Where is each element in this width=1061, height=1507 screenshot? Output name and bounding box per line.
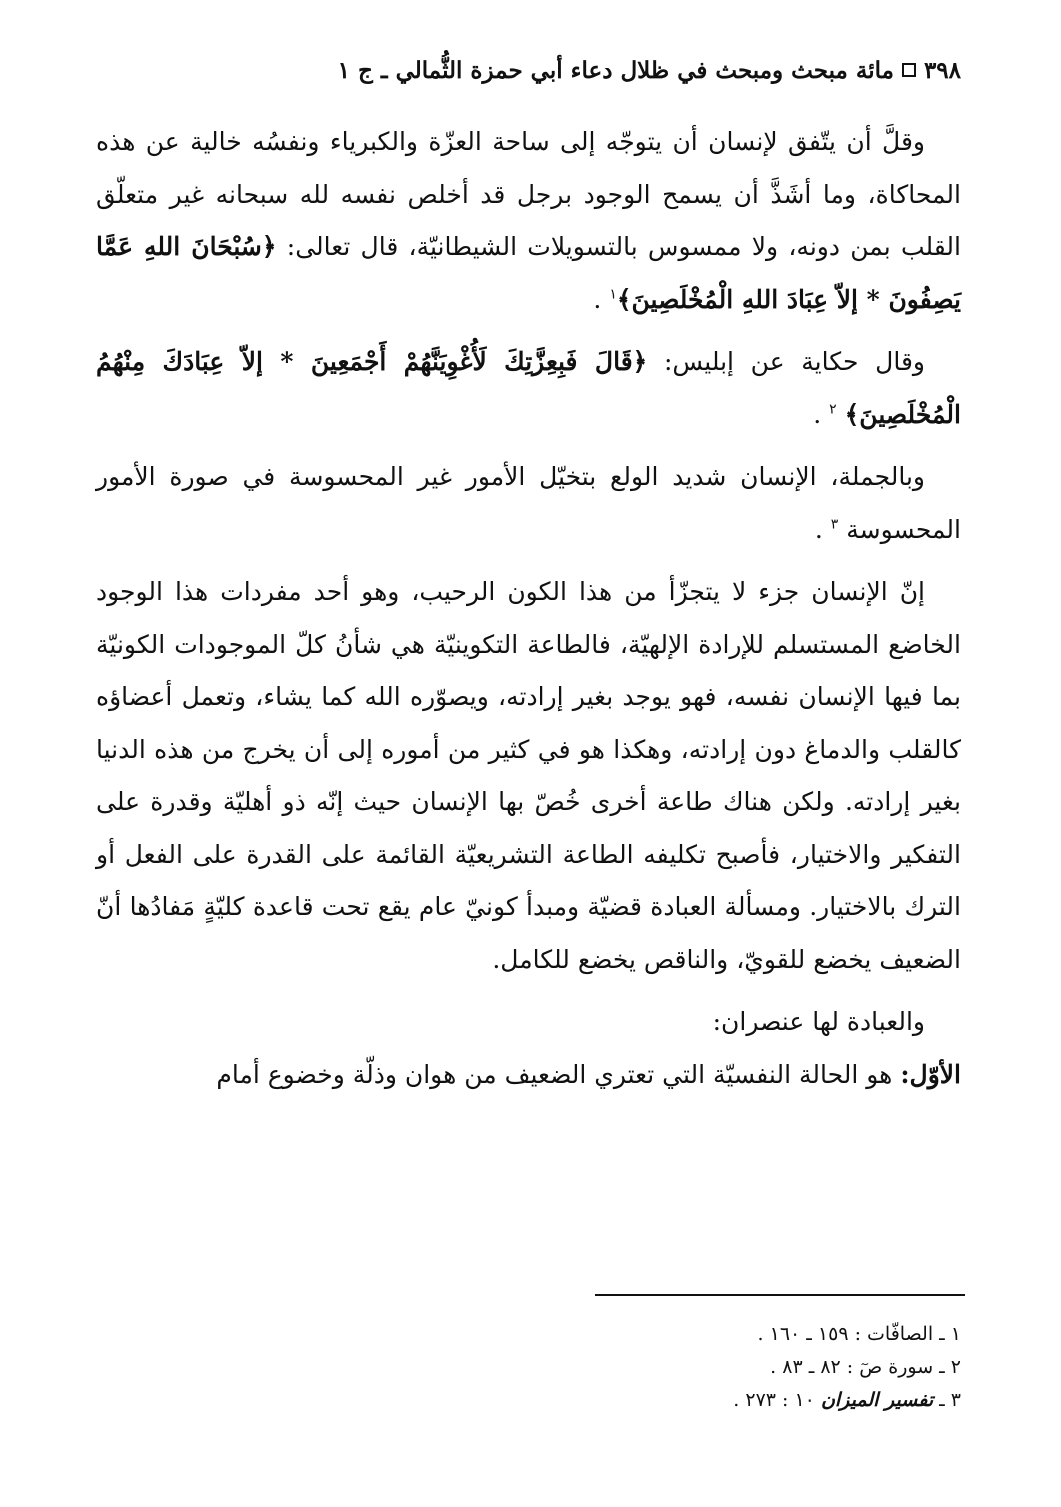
paragraph-1-text: وقلَّ أن يتّفق لإنسان أن يتوجّه إلى ساحة العزّة والكبرياء ونفسُه خالية عن هذه المحاكاة، وما أشَذَّ أن يسمح الوجود برجل قد أخلص نفسه لله سبحانه غير متعلّق القلب بمن دونه، ولا ممسوس بالتسويلات الشيطانيّة، قال تعالى:	[96, 127, 961, 261]
footnote-ref-3: ٣	[830, 516, 839, 533]
paragraph-3	[96, 451, 961, 556]
footnote-number: ١ ـ	[939, 1323, 961, 1345]
footnotes	[401, 1318, 961, 1417]
paragraph-1	[96, 116, 961, 326]
footnote-text: سورة صٓ : ٨٢ ـ ٨٣ .	[770, 1356, 934, 1378]
running-header	[101, 50, 961, 90]
footnote-number: ٣ ـ	[939, 1389, 961, 1411]
footnote-number: ٢ ـ	[939, 1356, 961, 1378]
footnote-text: الصافّات : ١٥٩ ـ ١٦٠ .	[757, 1323, 934, 1345]
page-number: ٣٩٨	[923, 56, 961, 84]
footnote-source-title: تفسير الميزان	[820, 1389, 934, 1411]
paragraph-1-end: .	[593, 284, 602, 314]
paragraph-4: إنّ الإنسان جزء لا يتجزّأ من هذا الكون الرحيب، وهو أحد مفردات هذا الوجود الخاضع المستسلم للإرادة الإلهيّة، فالطاعة التكوينيّة هي شأنُ كلّ الموجودات الكونيّة بما فيها الإنسان نفسه، فهو يوجد بغير إرادته، ويصوّره الله كما يشاء، وتعمل أعضاؤه كالقلب والدماغ دون إرادته، وهكذا هو في كثير من أموره إلى أن يخرج من هذه الدنيا بغير إرادته. ولكن هناك طاعة أخرى خُصّ بها الإنسان حيث إنّه ذو أهليّة وقدرة على التفكير والاختيار، فأصبح تكليفه الطاعة التشريعيّة القائمة على القدرة على الفعل أو الترك بالاختيار. ومسألة العبادة قضيّة ومبدأ كونيّ عام يقع تحت قاعدة كليّةٍ مَفادُها أنّ الضعيف يخضع للقويّ، والناقص يخضع للكامل.	[96, 577, 961, 974]
main-text	[96, 116, 961, 1111]
footnote-1	[401, 1318, 961, 1351]
footnote-2	[401, 1351, 961, 1384]
footnote-text: ١٠ : ٢٧٣ .	[733, 1389, 821, 1411]
paragraph-2-end: .	[813, 399, 822, 429]
paragraph-2	[96, 336, 961, 441]
paragraph-6	[96, 1049, 961, 1102]
footnote-divider	[595, 1294, 965, 1296]
footnote-ref-1: ١	[609, 286, 617, 303]
paragraph-2-text: وقال حكاية عن إبليس:	[647, 347, 925, 376]
quran-verse-1: ﴿سُبْحَانَ اللهِ عَمَّا يَصِفُونَ * إلاّ عِبَادَ اللهِ الْمُخْلَصِينَ﴾	[96, 232, 961, 314]
paragraph-5: والعبادة لها عنصران:	[712, 1007, 925, 1036]
paragraph-3-end: .	[814, 514, 823, 544]
footnote-ref-2: ٢	[829, 401, 837, 418]
paragraph-3-text: وبالجملة، الإنسان شديد الولع بتخيّل الأمور غير المحسوسة في صورة الأمور المحسوسة	[96, 462, 961, 544]
quran-verse-2: ﴿قَالَ فَبِعِزَّتِكَ لَأُغْوِيَنَّهُمْ أَجْمَعِينَ * إلاّ عِبَادَكَ مِنْهُمُ الْمُخْلَصِينَ﴾	[96, 347, 961, 429]
paragraph-6-text: هو الحالة النفسيّة التي تعتري الضعيف من هوان وذلّة وخضوع أمام	[216, 1059, 901, 1089]
paragraph-6-lead: الأوّل:	[900, 1059, 961, 1089]
footnote-3	[401, 1384, 961, 1417]
square-bullet-icon	[902, 63, 916, 77]
book-title: مائة مبحث ومبحث في ظلال دعاء أبي حمزة الثُّمالي ـ ج ١	[337, 56, 894, 84]
